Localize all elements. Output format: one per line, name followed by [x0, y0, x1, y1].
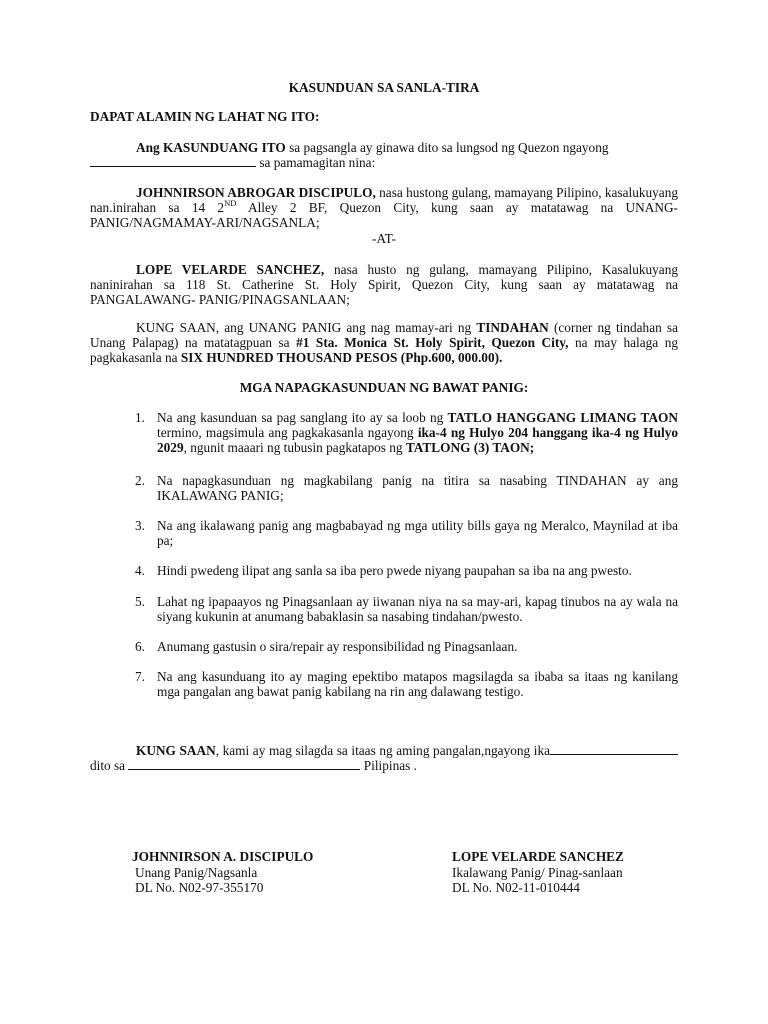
term-number: 6. [135, 639, 145, 655]
whereas-text-2: (corner ng tindahan sa Unang Palapag) na matatagpuan sa [90, 320, 679, 351]
term-text: Anumang gastusin o sira/repair ay responsibilidad ng Pinagsanlaan. [157, 639, 518, 655]
term-bold: TATLO HANGGANG LIMANG TAON [447, 410, 678, 425]
term-bold: TATLONG (3) TAON; [405, 440, 535, 456]
whereas-text-1: KUNG SAAN, ang UNANG PANIG ang nag mamay-ari ng [136, 320, 477, 335]
term-text: termino, magsimula ang pagkakasanla ngayong [157, 425, 418, 441]
term-item-7 [90, 669, 678, 699]
term-number: 2. [135, 472, 145, 488]
whereas-text-3: na may halaga ng pagkakasanla na [90, 335, 678, 366]
party-two-paragraph [90, 262, 678, 308]
signatory-role: Unang Panig/Nagsanla [135, 864, 258, 880]
party-one-text-1: nasa hustong gulang, mamayang Pilipino, kasalukuyang nan.inirahan sa 14 2 [90, 185, 679, 216]
term-item-4 [90, 563, 678, 578]
term-bold: ika-4 ng Hulyo 204 hanggang ika-4 ng Hulyo 2029 [157, 425, 678, 456]
document-title: KASUNDUAN SA SANLA-TIRA [288, 80, 480, 95]
term-number: 3. [135, 518, 145, 534]
party-one-text-2: Alley 2 BF, Quezon City, kung saan ay matatawag na UNANG- PANIG/NAGMAMAY-ARI/NAGSANLA; [90, 200, 678, 231]
signatory-name: JOHNNIRSON A. DISCIPULO [132, 849, 314, 864]
whereas-paragraph [90, 320, 678, 366]
term-number: 7. [135, 669, 145, 685]
document-heading: DAPAT ALAMIN NG LAHAT NG ITO: [90, 109, 320, 124]
closing-paragraph [90, 743, 678, 773]
party-two-name: LOPE VELARDE SANCHEZ, [136, 262, 325, 277]
party-one-name: JOHNNIRSON ABROGAR DISCIPULO, [136, 185, 376, 200]
separator-at: -AT- [372, 231, 396, 246]
party-one-paragraph [90, 185, 678, 231]
party-two-text: nasa husto ng gulang, mamayang Pilipino, Kasalukuyang naninirahan sa 118 St. Catherine St. Holy Spirit, Quezon City, kung saan ay matatawag na PANGALAWANG- PANIG/PINAGSANLAAN; [90, 262, 678, 308]
signatory-block-2 [452, 849, 624, 896]
term-text: Na napagkasunduan ng magkabilang panig na titira sa nasabing TINDAHAN ay ang IKALAWANG PANIG; [157, 472, 678, 503]
term-text: Na ang ikalawang panig ang magbabayad ng mga utility bills gaya ng Meralco, Maynilad at iba pa; [157, 518, 678, 549]
terms-heading: MGA NAPAGKASUNDUAN NG BAWAT PANIG: [239, 380, 529, 395]
whereas-bold-1: TINDAHAN [476, 320, 549, 335]
intro-paragraph [90, 140, 678, 170]
term-text: Lahat ng ipapaayos ng Pinagsanlaan ay iiwanan niya na sa may-ari, kapag tinubos na ay wala na siyang kukunin at anumang babaklasin sa nasabing tindahan/pwesto. [157, 593, 678, 624]
party-one-sup: ND [224, 198, 237, 209]
term-text: Na ang kasunduan sa pag sanglang ito ay sa loob ng [157, 410, 448, 425]
closing-text-3: Pilipinas . [360, 758, 417, 774]
signatory-block-1 [132, 849, 313, 896]
closing-text-2: dito sa [90, 758, 129, 774]
term-item-5 [90, 594, 678, 624]
term-item-3 [90, 518, 678, 548]
intro-bold-lead: Ang KASUNDUANG ITO [136, 140, 286, 155]
signatory-role: Ikalawang Panig/ Pinag-sanlaan [452, 864, 623, 880]
intro-text-1: sa pagsangla ay ginawa dito sa lungsod ng Quezon ngayong [285, 140, 609, 155]
signatory-dl: DL No. N02-97-355170 [135, 880, 264, 895]
signatory-name: LOPE VELARDE SANCHEZ [452, 849, 624, 864]
whereas-bold-2: #1 Sta. Monica St. Holy Spirit, Quezon City, [296, 335, 569, 351]
whereas-bold-3: SIX HUNDRED THOUSAND PESOS (Php.600, 000.00). [180, 350, 503, 366]
place-blank-line [128, 758, 360, 770]
terms-list [90, 410, 678, 700]
term-item-1 [90, 410, 678, 456]
day-blank-line [550, 743, 678, 755]
closing-bold-lead: KUNG SAAN [136, 743, 216, 758]
term-text: , ngunit maaari ng tubusin pagkatapos ng [183, 440, 406, 456]
term-number: 4. [135, 563, 145, 579]
term-item-2 [90, 473, 678, 503]
intro-text-2: sa pamamagitan nina: [256, 155, 376, 171]
term-number: 5. [135, 593, 145, 609]
term-item-6 [90, 639, 678, 654]
term-number: 1. [135, 410, 145, 425]
term-text: Na ang kasunduang ito ay maging epektibo matapos magsilagda sa ibaba sa itaas ng kanilang mga pangalan ang bawat panig kabilang na rin ang dalawang testigo. [157, 669, 678, 700]
signatory-dl: DL No. N02-11-010444 [452, 880, 580, 895]
date-blank-line [90, 155, 256, 167]
closing-text-1: , kami ay mag silagda sa itaas ng aming pangalan,ngayong ika [215, 743, 551, 758]
term-text: Hindi pwedeng ilipat ang sanla sa iba pero pwede niyang paupahan sa iba na ang pwesto. [157, 563, 632, 579]
